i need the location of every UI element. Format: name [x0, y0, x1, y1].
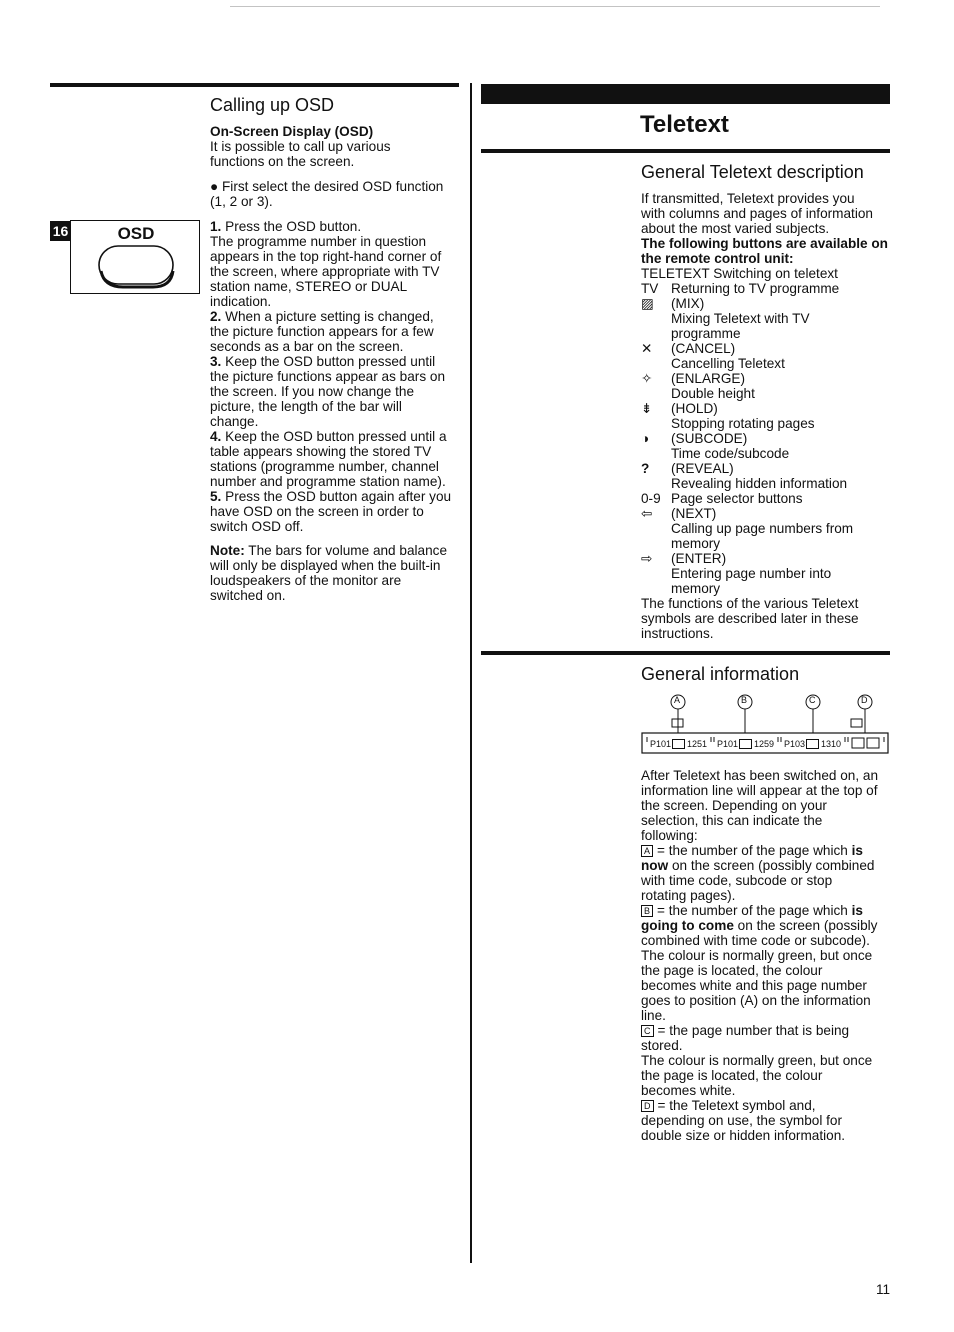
section1-intro — [641, 191, 888, 281]
note-line: switched on. — [210, 588, 286, 603]
item-c-line2: stored. — [641, 1038, 683, 1053]
teletext-title: Teletext — [640, 111, 729, 138]
hold-desc: Stopping rotating pages — [671, 416, 815, 431]
intro-line: It is possible to call up various — [210, 139, 391, 154]
page-selector-desc: Page selector buttons — [671, 491, 803, 506]
key-c-icon: C — [641, 1025, 654, 1037]
next-desc: memory — [671, 536, 721, 551]
section1-heading: General Teletext description — [641, 162, 864, 182]
step-line: number and programme station name). — [210, 474, 446, 489]
next-label: (NEXT) — [671, 506, 717, 521]
enlarge-label: (ENLARGE) — [671, 371, 746, 386]
enter-label: (ENTER) — [671, 551, 727, 566]
section2-rule — [481, 651, 890, 655]
item-b-bold2: going to come — [641, 918, 734, 933]
osd-note — [210, 543, 447, 603]
marker-c: C — [809, 695, 816, 705]
left-heading: Calling up OSD — [210, 95, 335, 115]
item-b-rest: line. — [641, 1008, 666, 1023]
step-line: Press the OSD button. — [225, 219, 362, 234]
osd-button-icon — [71, 221, 201, 295]
marker-d: D — [861, 695, 868, 705]
left-intro — [210, 139, 391, 169]
marker-a: A — [674, 695, 681, 705]
info-page-a: P101 — [650, 739, 672, 749]
marker-b: B — [741, 695, 748, 705]
step-line: stations (programme number, channel — [210, 459, 439, 474]
step-line: Keep the OSD button pressed until — [225, 354, 436, 369]
left-top-rule — [50, 83, 459, 87]
intro-line: functions on the screen. — [210, 154, 355, 169]
page-symbol-icon — [739, 739, 752, 749]
badge-number: 16 — [52, 223, 69, 239]
scan-line-top — [230, 6, 880, 7]
item-b-text: = the number of the page which — [657, 903, 852, 918]
page-symbol-icon — [806, 739, 819, 749]
item-d-text: = the Teletext symbol and, — [657, 1098, 816, 1113]
key-d-icon: D — [641, 1100, 654, 1112]
step-line: Keep the OSD button pressed until a — [225, 429, 447, 444]
step-number: 5. — [210, 489, 222, 504]
info-code-c: 1310 — [821, 739, 842, 749]
page-symbol-icon — [672, 739, 685, 749]
next-icon: ⇦ — [641, 506, 653, 521]
bullet-line: First select the desired OSD function — [222, 179, 444, 194]
item-c-rest: the page is located, the colour — [641, 1068, 823, 1083]
section2-intro — [641, 768, 878, 1143]
item-b-line2: on the screen (possibly — [733, 918, 878, 933]
outro-line: symbols are described later in these — [641, 611, 859, 626]
reveal-label: (REVEAL) — [671, 461, 734, 476]
step-line: the picture function appears for a few — [210, 324, 434, 339]
cancel-desc: Cancelling Teletext — [671, 356, 785, 371]
enter-desc: memory — [671, 581, 721, 596]
key-b-icon: B — [641, 905, 653, 917]
mix-desc: Mixing Teletext with TV — [671, 311, 810, 326]
next-desc: Calling up page numbers from — [671, 521, 854, 536]
item-d-rest: double size or hidden information. — [641, 1128, 846, 1143]
intro-line: the screen. Depending on your — [641, 798, 827, 813]
mix-icon: ▨ — [641, 296, 654, 311]
item-b-rest: The colour is normally green, but once — [641, 948, 873, 963]
info-page-c: P103 — [784, 739, 806, 749]
step-line: change. — [210, 414, 259, 429]
info-line-diagram — [641, 692, 891, 756]
item-a-bold: is — [851, 843, 863, 858]
bullet-line: (1, 2 or 3). — [210, 194, 273, 209]
item-b-rest: combined with time code or subcode). — [641, 933, 870, 948]
enlarge-desc: Double height — [671, 386, 755, 401]
step-line: seconds as a bar on the screen. — [210, 339, 404, 354]
left-bullet — [210, 179, 443, 209]
step-line: Press the OSD button again after you — [225, 489, 452, 504]
step-number: 2. — [210, 309, 222, 324]
hold-label: (HOLD) — [671, 401, 718, 416]
column-divider — [470, 83, 472, 1263]
tv-desc: Returning to TV programme — [671, 281, 840, 296]
step-number: 3. — [210, 354, 222, 369]
item-b-bold: is — [851, 903, 863, 918]
cancel-label: (CANCEL) — [671, 341, 736, 356]
bullet-dot-icon: ● — [210, 179, 219, 194]
info-code-b: 1259 — [754, 739, 775, 749]
intro-line: information line will appear at the top of — [641, 783, 878, 798]
intro-line: If transmitted, Teletext provides you — [641, 191, 855, 206]
reveal-icon: ? — [641, 461, 650, 476]
section1-outro — [641, 596, 859, 641]
enlarge-icon: ✧ — [641, 371, 653, 386]
step-line: the screen. If you now change the — [210, 384, 415, 399]
intro-bold-line: The following buttons are available on — [641, 236, 888, 251]
item-b-rest: goes to position (A) on the information — [641, 993, 871, 1008]
step-line: have OSD on the screen in order to — [210, 504, 424, 519]
teletext-button-line: TELETEXT Switching on teletext — [641, 266, 838, 281]
hold-icon: ⇟ — [641, 401, 653, 416]
item-a-bold2: now — [641, 858, 669, 873]
intro-line: selection, this can indicate the — [641, 813, 823, 828]
item-b-rest: becomes white and this page number — [641, 978, 867, 993]
item-b-rest: the page is located, the colour — [641, 963, 823, 978]
step-4 — [210, 429, 462, 489]
tv-key: TV — [641, 281, 659, 296]
item-a-rest: rotating pages). — [641, 888, 736, 903]
note-line: will only be displayed when the built-in — [210, 558, 441, 573]
item-c-text: = the page number that is being — [657, 1023, 850, 1038]
step-line: the picture functions appear as bars on — [210, 369, 446, 384]
step-line: switch OSD off. — [210, 519, 304, 534]
subcode-icon: ◑ — [641, 431, 650, 446]
note-line: The bars for volume and balance — [244, 543, 448, 558]
step-2 — [210, 309, 462, 354]
intro-bold-line: the remote control unit: — [641, 251, 794, 266]
key-a-icon: A — [641, 845, 653, 857]
reveal-desc: Revealing hidden information — [671, 476, 848, 491]
step-line: picture, the length of the bar will — [210, 399, 402, 414]
teletext-title-bar — [481, 84, 890, 104]
info-code-a: 1251 — [687, 739, 708, 749]
section2-heading: General information — [641, 664, 800, 684]
step-number: 4. — [210, 429, 222, 444]
page-selector-key: 0-9 — [641, 491, 661, 506]
enter-desc: Entering page number into — [671, 566, 832, 581]
item-a-rest: with time code, subcode or stop — [641, 873, 833, 888]
step-5 — [210, 489, 462, 534]
subcode-label: (SUBCODE) — [671, 431, 748, 446]
item-c-rest: The colour is normally green, but once — [641, 1053, 873, 1068]
step-line: When a picture setting is changed, — [225, 309, 434, 324]
item-d-line2: depending on use, the symbol for — [641, 1113, 843, 1128]
item-a-text: = the number of the page which — [657, 843, 852, 858]
enter-icon: ⇨ — [641, 551, 653, 566]
step-line: appears in the top right-hand corner of — [210, 249, 442, 264]
note-label: Note: — [210, 543, 245, 558]
mix-desc: programme — [671, 326, 741, 341]
step-line: the screen, where appropriate with TV — [210, 264, 440, 279]
osd-steps — [210, 219, 462, 534]
note-line: loudspeakers of the monitor are — [210, 573, 402, 588]
outro-line: instructions. — [641, 626, 714, 641]
subcode-desc: Time code/subcode — [671, 446, 790, 461]
cancel-icon: ✕ — [641, 341, 653, 356]
step-line: station name, STEREO or DUAL — [210, 279, 408, 294]
item-c-rest: becomes white. — [641, 1083, 736, 1098]
section-badge — [50, 221, 71, 241]
left-subheading: On-Screen Display (OSD) — [210, 124, 374, 139]
intro-line: with columns and pages of information — [641, 206, 873, 221]
osd-button-box — [70, 220, 200, 294]
step-line: The programme number in question — [210, 234, 427, 249]
step-number: 1. — [210, 219, 222, 234]
title-under-rule — [481, 149, 890, 153]
mix-label: (MIX) — [671, 296, 705, 311]
item-a-line2: on the screen (possibly combined — [668, 858, 875, 873]
step-line: indication. — [210, 294, 272, 309]
step-line: table appears showing the stored TV — [210, 444, 432, 459]
info-page-b: P101 — [717, 739, 739, 749]
page-number: 11 — [876, 1282, 891, 1297]
osd-button-label: OSD — [117, 224, 155, 243]
step-1 — [210, 219, 462, 309]
step-3 — [210, 354, 462, 429]
intro-line: following: — [641, 828, 698, 843]
outro-line: The functions of the various Teletext — [641, 596, 859, 611]
intro-line: After Teletext has been switched on, an — [641, 768, 879, 783]
intro-line: about the most varied subjects. — [641, 221, 830, 236]
